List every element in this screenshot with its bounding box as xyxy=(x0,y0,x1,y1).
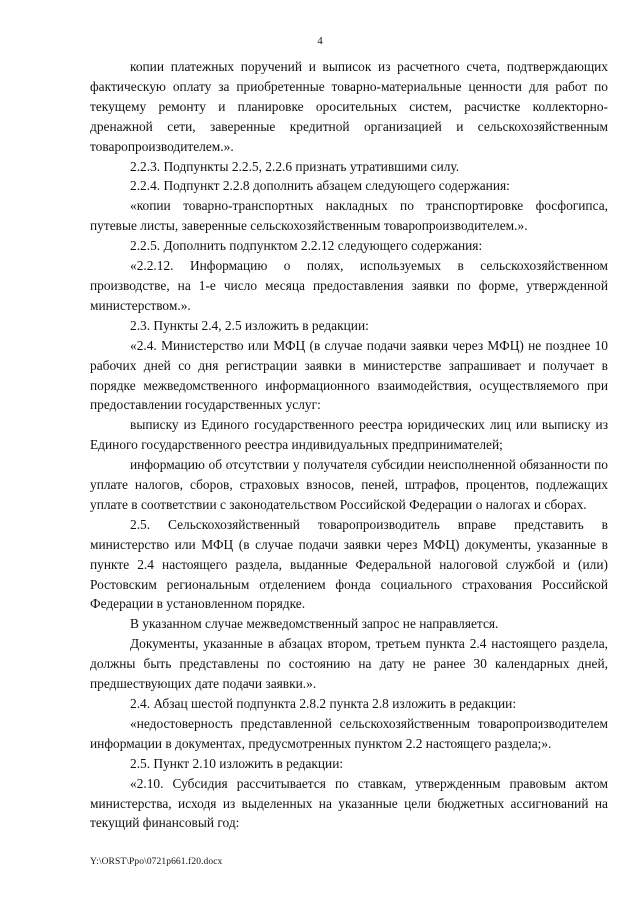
paragraph: В указанном случае межведомственный запрос не направляется. xyxy=(130,616,499,632)
paragraph: «копии товарно-транспортных накладных по транспортировке фосфогипса, путевые листы, заверенные сельскохозяйственным товаропроизводителем.». xyxy=(90,198,608,234)
footer-file-path: Y:\ORST\Ppo\0721p661.f20.docx xyxy=(90,857,223,867)
paragraph: 2.2.3. Подпункты 2.2.5, 2.2.6 признать утратившими силу. xyxy=(130,158,460,174)
paragraph: «2.4. Министерство или МФЦ (в случае подачи заявки через МФЦ) не позднее 10 рабочих дней со дня регистрации заявки в министерстве запрашивает и получает в порядке межведомственного информационного взаимодействия, осуществляемого при предоставлении государственных услуг: xyxy=(90,337,608,413)
paragraph: информацию об отсутствии у получателя субсидии неисполненной обязанности по уплате налогов, сборов, страховых взносов, пеней, штрафов, процентов, подлежащих уплате в соответствии с законодательством Российской Федерации о налогах и сборах. xyxy=(90,457,608,512)
document-body xyxy=(90,57,608,833)
paragraph: Документы, указанные в абзацах втором, третьем пункта 2.4 настоящего раздела, должны быть представлены по состоянию на дату не ранее 30 календарных дней, предшествующих дате подачи заявки.». xyxy=(90,636,608,692)
paragraph: 2.3. Пункты 2.4, 2.5 изложить в редакции: xyxy=(130,317,369,333)
paragraph: копии платежных поручений и выписок из расчетного счета, подтверждающих фактическую оплату за приобретенные товарно-материальные ценности для работ по текущему ремонту и планировке оросительных систем, расчистке коллекторно-дренажной сети, заверенные кредитной организацией и сельскохозяйственным товаропроизводителем.». xyxy=(90,59,608,154)
paragraph: «2.2.12. Информацию о полях, используемых в сельскохозяйственном производстве, на 1-е число месяца предоставления заявки по форме, утвержденной министерством.». xyxy=(90,258,608,313)
paragraph: 2.2.5. Дополнить подпунктом 2.2.12 следующего содержания: xyxy=(130,238,483,254)
paragraph: 2.5. Пункт 2.10 изложить в редакции: xyxy=(130,755,344,771)
paragraph: «2.10. Субсидия рассчитывается по ставкам, утвержденным правовым актом министерства, исходя из выделенных на указанные цели бюджетных ассигнований на текущий финансовый год: xyxy=(90,775,608,831)
paragraph: 2.2.4. Подпункт 2.2.8 дополнить абзацем следующего содержания: xyxy=(130,178,510,194)
paragraph: 2.5. Сельскохозяйственный товаропроизводитель вправе представить в министерство или МФЦ (в случае подачи заявки через МФЦ) документы, указанные в пункте 2.4 настоящего раздела, выданные Федеральной налоговой службой и (или) Ростовским региональным отделением фонда социального страхования Российской Федерации в установленном порядке. xyxy=(90,516,608,612)
paragraph: 2.4. Абзац шестой подпункта 2.8.2 пункта 2.8 изложить в редакции: xyxy=(130,696,517,711)
paragraph: выписку из Единого государственного реестра юридических лиц или выписку из Единого государственного реестра индивидуальных предпринимателей; xyxy=(90,417,608,453)
paragraph: «недостоверность представленной сельскохозяйственным товаропроизводителем информации в документах, предусмотренных пунктом 2.2 настоящего раздела;». xyxy=(90,715,608,751)
page-number: 4 xyxy=(317,35,323,47)
